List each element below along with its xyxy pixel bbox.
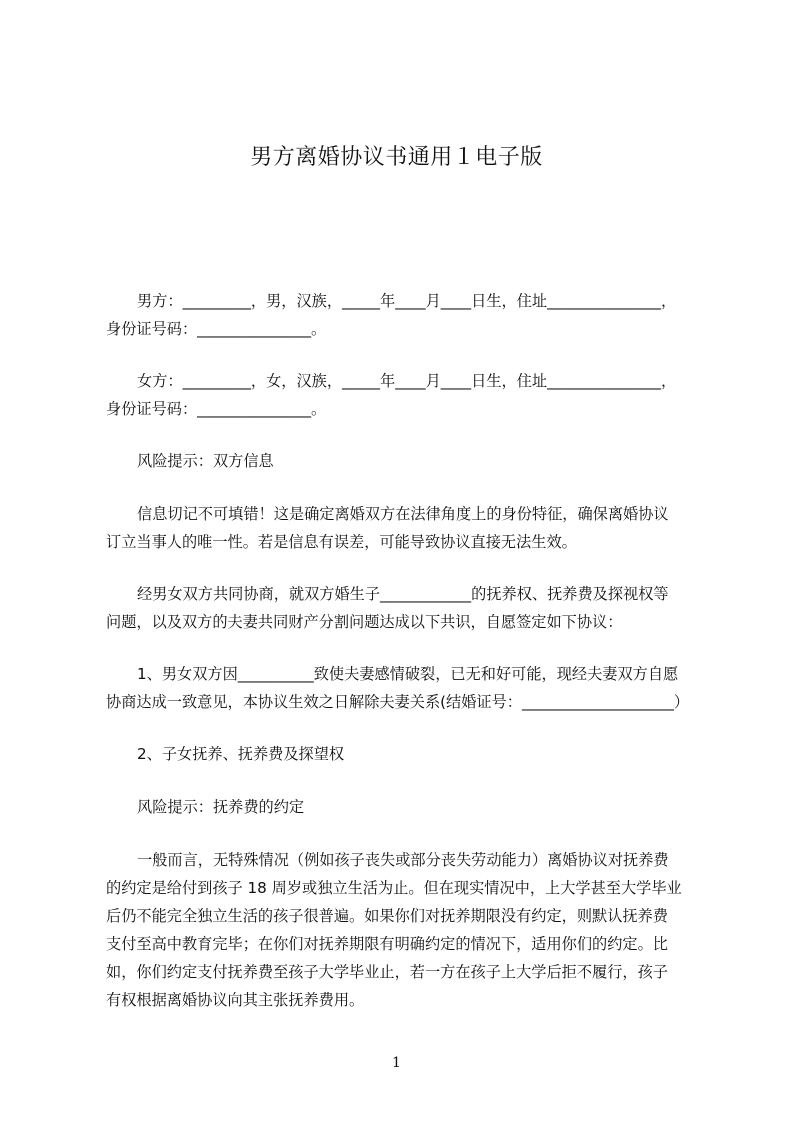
husband-info-paragraph bbox=[106, 287, 696, 343]
agreement-intro-paragraph bbox=[106, 580, 696, 636]
support-explanation-paragraph bbox=[106, 846, 696, 1014]
support-explanation-line-2: 的约定是给付到孩子 18 周岁或独立生活为止。但在现实情况中，上大学甚至大学毕业 bbox=[106, 879, 682, 897]
husband-info-line-1: 男方：_________，男，汉族，_____年____月____日生，住址_______________， bbox=[137, 292, 677, 310]
info-warning-line-1: 信息切记不可填错！这是确定离婚双方在法律角度上的身份特征，确保离婚协议 bbox=[137, 505, 669, 523]
risk-tip-2-paragraph bbox=[106, 793, 696, 821]
support-explanation-line-4: 支付至高中教育完毕；在你们对抚养期限有明确约定的情况下，适用你们的约定。比 bbox=[106, 935, 668, 953]
wife-info-paragraph bbox=[106, 367, 696, 423]
agreement-intro-line-2: 问题，以及双方的夫妻共同财产分割问题达成以下共识，自愿签定如下协议： bbox=[106, 613, 623, 631]
clause-1-line-1: 1、男女双方因__________致使夫妻感情破裂，已无和好可能，现经夫妻双方自愿 bbox=[137, 665, 679, 683]
clause-1-paragraph bbox=[106, 660, 696, 716]
agreement-intro-line-1: 经男女双方共同协商，就双方婚生子____________的抚养权、抚养费及探视权等 bbox=[137, 585, 669, 603]
risk-tip-2-line: 风险提示：抚养费的约定 bbox=[137, 798, 305, 816]
clause-1-line-2: 协商达成一致意见，本协议生效之日解除夫妻关系(结婚证号：____________________） bbox=[106, 693, 690, 711]
clause-2-paragraph bbox=[106, 740, 696, 768]
page-number: 1 bbox=[392, 1055, 401, 1071]
support-explanation-line-1: 一般而言，无特殊情况（例如孩子丧失或部分丧失劳动能力）离婚协议对抚养费 bbox=[137, 851, 669, 869]
document-title: 男方离婚协议书通用１电子版 bbox=[250, 145, 543, 170]
info-warning-paragraph bbox=[106, 500, 696, 556]
husband-info-line-2: 身份证号码：_______________。 bbox=[106, 320, 327, 338]
risk-tip-line: 风险提示：双方信息 bbox=[137, 452, 274, 470]
wife-info-line-2: 身份证号码：_______________。 bbox=[106, 400, 327, 418]
clause-2-line: 2、子女抚养、抚养费及探望权 bbox=[137, 745, 345, 763]
risk-tip-paragraph bbox=[106, 447, 696, 475]
wife-info-line-1: 女方：_________，女，汉族，_____年____月____日生，住址_______________， bbox=[137, 372, 677, 390]
info-warning-line-2: 订立当事人的唯一性。若是信息有误差，可能导致协议直接无法生效。 bbox=[106, 533, 577, 551]
support-explanation-line-6: 有权根据离婚协议向其主张抚养费用。 bbox=[106, 991, 365, 1009]
support-explanation-line-3: 后仍不能完全独立生活的孩子很普遍。如果你们对抚养期限没有约定，则默认抚养费 bbox=[106, 907, 668, 925]
support-explanation-line-5: 如，你们约定支付抚养费至孩子大学毕业止，若一方在孩子上大学后拒不履行，孩子 bbox=[106, 963, 668, 981]
